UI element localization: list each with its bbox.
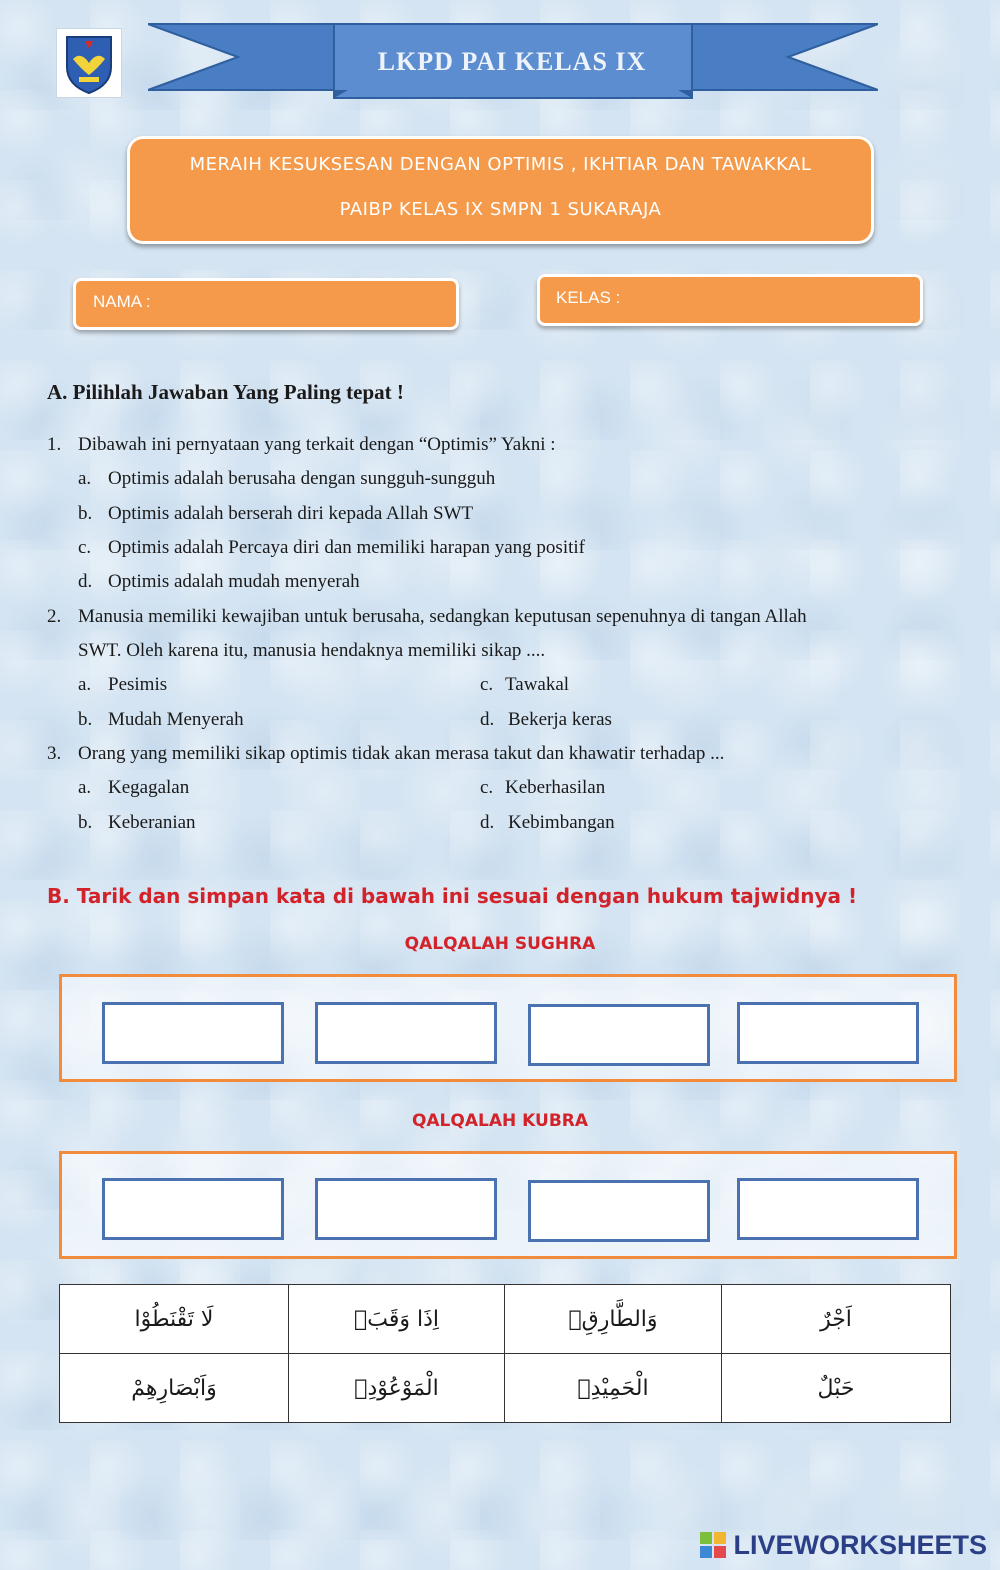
- drop-box[interactable]: [315, 1178, 497, 1240]
- option-letter: d.: [78, 571, 93, 592]
- kelas-label: KELAS :: [556, 288, 621, 307]
- q3-option-b[interactable]: Keberanian: [108, 812, 196, 833]
- drop-box[interactable]: [102, 1002, 284, 1064]
- draggable-word[interactable]: وَاَبْصَارِهِمْ: [60, 1354, 289, 1423]
- draggable-word[interactable]: حَبْلٌ: [722, 1354, 951, 1423]
- q1-option-c[interactable]: Optimis adalah Percaya diri dan memiliki harapan yang positif: [108, 537, 585, 558]
- banner-title: LKPD PAI KELAS IX: [377, 47, 647, 76]
- option-letter: c.: [480, 674, 494, 695]
- question-2-text: Manusia memiliki kewajiban untuk berusaha, sedangkan keputusan sepenuhnya di tangan Allah: [78, 606, 807, 627]
- question-3-number: 3.: [47, 743, 62, 764]
- word-table: [59, 1284, 951, 1423]
- table-row: [60, 1285, 951, 1354]
- question-1-number: 1.: [47, 434, 62, 455]
- drop-box[interactable]: [528, 1004, 710, 1066]
- drop-box[interactable]: [737, 1178, 919, 1240]
- q2-option-b[interactable]: Mudah Menyerah: [108, 709, 244, 730]
- q1-option-d[interactable]: Optimis adalah mudah menyerah: [108, 571, 360, 592]
- question-3-text: Orang yang memiliki sikap optimis tidak akan merasa takut dan khawatir terhadap ...: [78, 743, 725, 764]
- qalqalah-sughra-area: [59, 974, 957, 1082]
- draggable-word[interactable]: لَا تَقْنَطُوْا: [60, 1285, 289, 1354]
- option-letter: a.: [78, 777, 92, 798]
- brand-text: LIVEWORKSHEETS: [733, 1530, 988, 1560]
- drop-box[interactable]: [528, 1180, 710, 1242]
- question-1-text: Dibawah ini pernyataan yang terkait dengan “Optimis” Yakni :: [78, 434, 556, 455]
- option-letter: a.: [78, 468, 92, 489]
- qalqalah-kubra-label: QALQALAH KUBRA: [411, 1111, 589, 1131]
- draggable-word[interactable]: اِذَا وَقَبَۙ: [289, 1285, 505, 1354]
- option-letter: d.: [480, 812, 495, 833]
- option-letter: c.: [78, 537, 92, 558]
- q2-option-c[interactable]: Tawakal: [505, 674, 570, 695]
- worksheet-title-box: [127, 136, 874, 244]
- option-letter: b.: [78, 812, 93, 833]
- q3-option-c[interactable]: Keberhasilan: [505, 777, 606, 798]
- q2-option-a[interactable]: Pesimis: [108, 674, 168, 695]
- liveworksheets-icon: [700, 1532, 726, 1558]
- worksheet-title: MERAIH KESUKSESAN DENGAN OPTIMIS , IKHTIAR DAN TAWAKKAL: [189, 154, 812, 175]
- option-letter: b.: [78, 503, 93, 524]
- option-letter: b.: [78, 709, 93, 730]
- q1-option-a[interactable]: Optimis adalah berusaha dengan sungguh-sungguh: [108, 468, 496, 489]
- draggable-word[interactable]: اَجْرٌ: [722, 1285, 951, 1354]
- emblem-icon: [57, 29, 121, 97]
- liveworksheets-logo: [700, 1530, 987, 1561]
- nama-field[interactable]: [73, 278, 459, 330]
- qalqalah-sughra-label: QALQALAH SUGHRA: [404, 934, 596, 954]
- question-2-text-cont: SWT. Oleh karena itu, manusia hendaknya memiliki sikap ....: [78, 640, 546, 661]
- q3-option-a[interactable]: Kegagalan: [108, 777, 190, 798]
- draggable-word[interactable]: وَالطَّارِقِۙ: [505, 1285, 722, 1354]
- table-row: [60, 1354, 951, 1423]
- drop-box[interactable]: [315, 1002, 497, 1064]
- option-letter: d.: [480, 709, 495, 730]
- draggable-word[interactable]: الْحَمِيْدِۙ: [505, 1354, 722, 1423]
- kelas-field[interactable]: [537, 274, 923, 326]
- qalqalah-kubra-area: [59, 1151, 957, 1259]
- q2-option-d[interactable]: Bekerja keras: [508, 709, 612, 730]
- drop-box[interactable]: [737, 1002, 919, 1064]
- q1-option-b[interactable]: Optimis adalah berserah diri kepada Allah SWT: [108, 503, 474, 524]
- draggable-word[interactable]: الْمَوْعُوْدِۙ: [289, 1354, 505, 1423]
- q3-option-d[interactable]: Kebimbangan: [508, 812, 615, 833]
- school-logo: [56, 28, 122, 98]
- question-2-number: 2.: [47, 606, 62, 627]
- option-letter: a.: [78, 674, 92, 695]
- nama-label: NAMA :: [93, 292, 151, 311]
- section-a-heading: A. Pilihlah Jawaban Yang Paling tepat !: [47, 380, 404, 404]
- drop-box[interactable]: [102, 1178, 284, 1240]
- section-b-heading: B. Tarik dan simpan kata di bawah ini sesuai dengan hukum tajwidnya !: [47, 884, 858, 908]
- worksheet-subtitle: PAIBP KELAS IX SMPN 1 SUKARAJA: [339, 199, 662, 220]
- option-letter: c.: [480, 777, 494, 798]
